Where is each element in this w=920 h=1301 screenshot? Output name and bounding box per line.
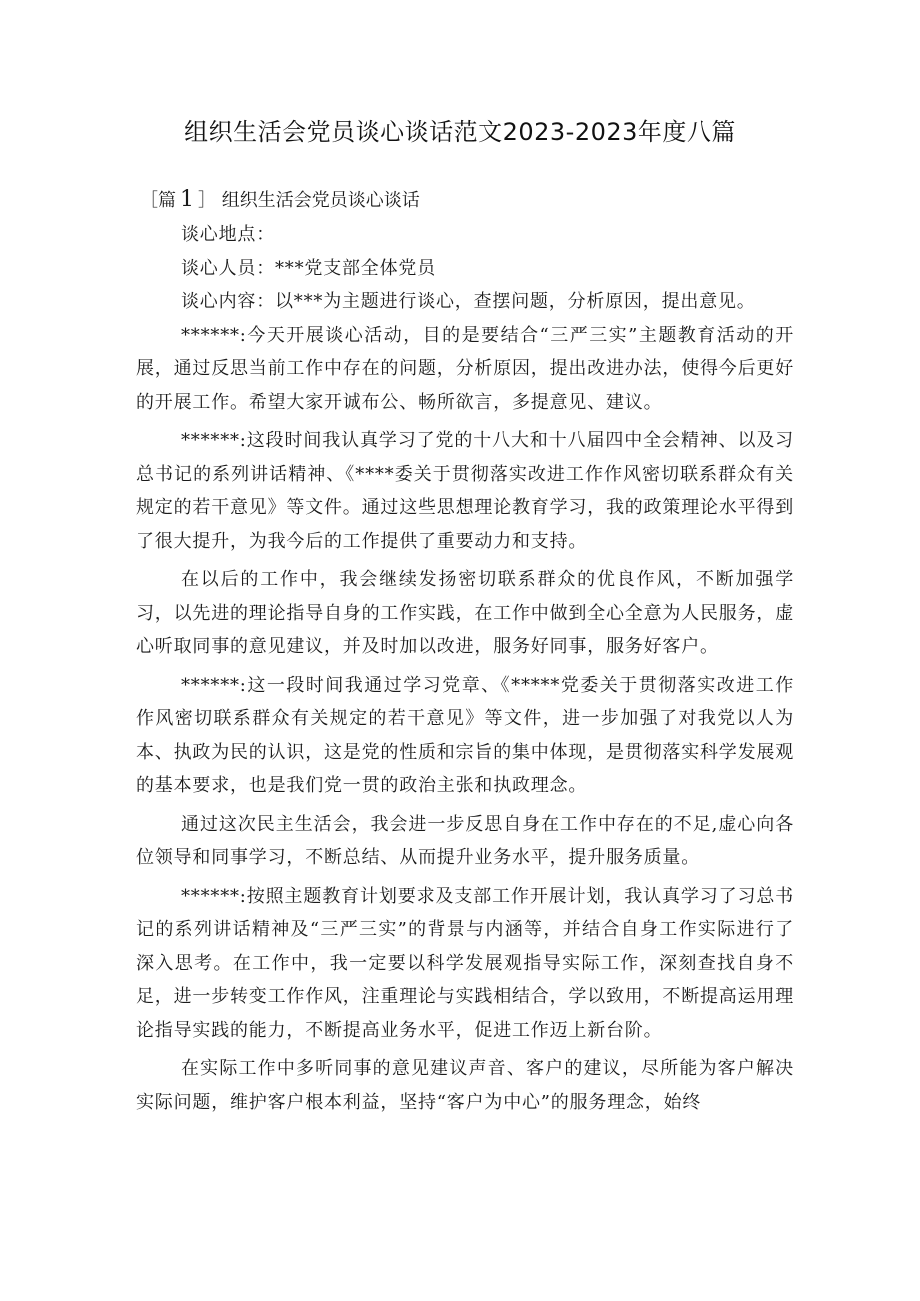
document-body xyxy=(136,218,794,1124)
meta-members: 谈心人员：***党支部全体党员 xyxy=(181,257,436,279)
paragraph: ******:这段时间我认真学习了党的十八大和十八届四中全会精神、以及习总书记的系列讲话精神、《****委关于贯彻落实改进工作作风密切联系群众有关规定的若干意见》等文件。通过这些思想理论教育学习，我的政策理论水平得到了很大提升，为我今后的工作提供了重要动力和支持。 xyxy=(136,430,794,552)
paragraph: ******:这一段时间我通过学习党章、《*****党委关于贯彻落实改进工作作风密切联系群众有关规定的若干意见》等文件，进一步加强了对我党以人为本、执政为民的认识，这是党的性质和宗旨的集中体现，是贯彻落实科学发展观的基本要求，也是我们党一贯的政治主张和执政理念。 xyxy=(136,674,794,796)
paragraph: 通过这次民主生活会，我会进一步反思自身在工作中存在的不足,虚心向各位领导和同事学习，不断总结、从而提升业务水平，提升服务质量。 xyxy=(136,813,794,868)
paragraph: 在以后的工作中，我会继续发扬密切联系群众的优良作风，不断加强学习，以先进的理论指导自身的工作实践，在工作中做到全心全意为人民服务，虚心听取同事的意见建议，并及时加以改进，服务好同事，服务好客户。 xyxy=(136,569,794,657)
paragraph: ******:按照主题教育计划要求及支部工作开展计划，我认真学习了习总书记的系列讲话精神及“三严三实”的背景与内涵等，并结合自身工作实际进行了深入思考。在工作中，我一定要以科学发展观指导实际工作，深刻查找自身不足，进一步转变工作作风，注重理论与实践相结合，学以致用，不断提高运用理论指导实践的能力，不断提高业务水平，促进工作迈上新台阶。 xyxy=(136,885,794,1041)
section-label: 组织生活会党员谈心谈话 xyxy=(221,190,420,211)
meta-content: 谈心内容：以***为主题进行谈心，查摆问题，分析原因，提出意见。 xyxy=(181,291,756,312)
document-title: 组织生活会党员谈心谈话范文2023-2023年度八篇 xyxy=(184,118,736,146)
paragraph: 在实际工作中多听同事的意见建议声音、客户的建议，尽所能为客户解决实际问题，维护客户根本利益，坚持“客户为中心”的服务理念，始终 xyxy=(136,1058,794,1113)
meta-location: 谈心地点： xyxy=(181,224,275,245)
section-number: 1 xyxy=(180,187,194,212)
section-bracket-close: ］ xyxy=(198,190,216,211)
paragraph: ******:今天开展谈心活动，目的是要结合“三严三实”主题教育活动的开展，通过反思当前工作中存在的问题，分析原因，提出改进办法，使得今后更好的开展工作。希望大家开诚布公、畅所欲言，多提意见、建议。 xyxy=(136,324,794,413)
section-heading xyxy=(140,183,420,218)
section-bracket-open: ［篇 xyxy=(140,190,176,211)
